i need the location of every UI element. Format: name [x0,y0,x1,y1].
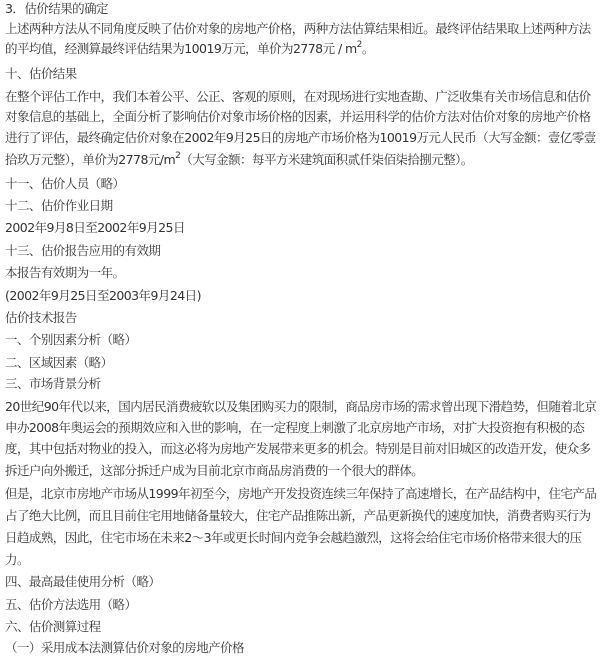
section-heading-valuation-determination [5,0,599,19]
section-heading-highest-best-use [5,572,599,592]
section-heading-calculation-process [5,617,599,637]
paragraph-line [5,506,599,526]
paragraph-line [5,39,599,59]
line-text: 拾玖万元整），单价为2778元/m [5,152,176,167]
superscript: 2 [175,151,181,161]
heading-text: 十二、估价作业日期 [5,198,113,213]
line-text: 的平均值，经测算最终评估结果为10019万元，单价为2778元 / m [5,41,357,56]
paragraph-line [5,107,599,127]
line-text: 进行了评估，最终确定估价对象在2002年9月25日的房地产市场价格为10019万元人民币（大写金额：壹亿零壹 [5,130,596,145]
line-tail: （大写金额：每平方米建筑面积贰仟柒佰柒拾捌元整）。 [180,152,473,167]
superscript: 2 [356,40,362,50]
line-text: 日趋成熟，因此，住宅市场在未来2～3年或更长时间内竞争会越趋激烈，这将会给住宅市场价格带来很大的压 [5,530,582,545]
paragraph-line [5,418,599,438]
section-heading-validity [5,241,599,261]
section-heading-individual-factors [5,330,599,350]
heading-text: （一）采用成本法测算估价对象的房地产价格 [5,640,245,655]
paragraph-line [5,550,599,570]
line-text: 但是，北京市房地产市场从1999年初至今，房地产开发投资连续三年保持了高速增长，在产品结构中，住宅产品 [5,486,597,501]
heading-text: 五、估价方法选用（略） [5,597,137,612]
heading-text: 四、最高最佳使用分析（略） [5,574,161,589]
section-heading-method-selection [5,595,599,615]
section-heading-regional-factors [5,353,599,373]
line-text: 力。 [5,552,29,567]
heading-text: 一、个别因素分析（略） [5,332,137,347]
heading-text: 十三、估价报告应用的有效期 [5,243,161,258]
line-text: 对象信息的基础上，全面分析了影响估价对象市场价格的因素，并运用科学的估价方法对估价对象的房地产价格 [5,109,591,124]
paragraph-line [5,128,599,148]
heading-text: 十、估价结果 [5,66,77,81]
paragraph-line [5,19,599,39]
line-text: 上述两种方法从不同角度反映了估价对象的房地产价格，两种方法估算结果相近。最终评估结果取上述两种方法 [5,21,591,36]
line-text: 拆迁户向外搬迁，这部分拆迁户成为目前北京市商品房消费的一个很大的群体。 [5,463,424,478]
heading-text: 估价技术报告 [5,310,77,325]
technical-report-title [5,308,599,328]
line-text: (2002年9月25日至2003年9月24日) [5,288,201,303]
paragraph-line [5,286,599,306]
section-heading-work-dates [5,196,599,216]
line-text: 度，其中包括对物业的投入，而这必将为房地产发展带来更多的机会。特别是目前对旧城区的改造开发，使众多 [5,441,591,456]
line-text: 2002年9月8日至2002年9月25日 [5,220,185,235]
paragraph-line [5,484,599,504]
heading-text: 十一、估价人员（略） [5,176,125,191]
paragraph-line [5,461,599,481]
paragraph-line [5,439,599,459]
heading-text: 三、市场背景分析 [5,376,101,391]
line-text: 申办2008年奥运会的预期效应和入世的影响，在一定程度上刺激了北京房地产市场，对扩大投资抱有积极的态 [5,420,585,435]
line-text: 在整个评估工作中，我们本着公平、公正、客观的原则，在对现场进行实地查勘、广泛收集有关市场信息和估价 [5,89,591,104]
line-text: 20世纪90年代以来，国内居民消费疲软以及集团购买力的限制，商品房市场的需求曾出现下滑趋势，但随着北京 [5,399,597,414]
line-tail: 。 [361,41,374,56]
heading-text: 3．估价结果的确定 [5,1,109,16]
paragraph-line [5,397,599,417]
section-heading-valuation-result [5,64,599,84]
section-heading-valuers [5,174,599,194]
paragraph-line [5,87,599,107]
section-heading-market-background [5,374,599,394]
line-text: 占了绝大比例，而且目前住宅用地储备量较大，住宅产品推陈出新，产品更新换代的速度加快，消费者购买行为 [5,508,591,523]
paragraph-line [5,528,599,548]
line-text: 本报告有效期为一年。 [5,265,125,280]
paragraph-line [5,150,599,170]
heading-text: 二、区域因素（略） [5,355,113,370]
paragraph-line [5,263,599,283]
subsection-heading-cost-method [5,638,599,658]
heading-text: 六、估价测算过程 [5,619,101,634]
paragraph-line [5,218,599,238]
